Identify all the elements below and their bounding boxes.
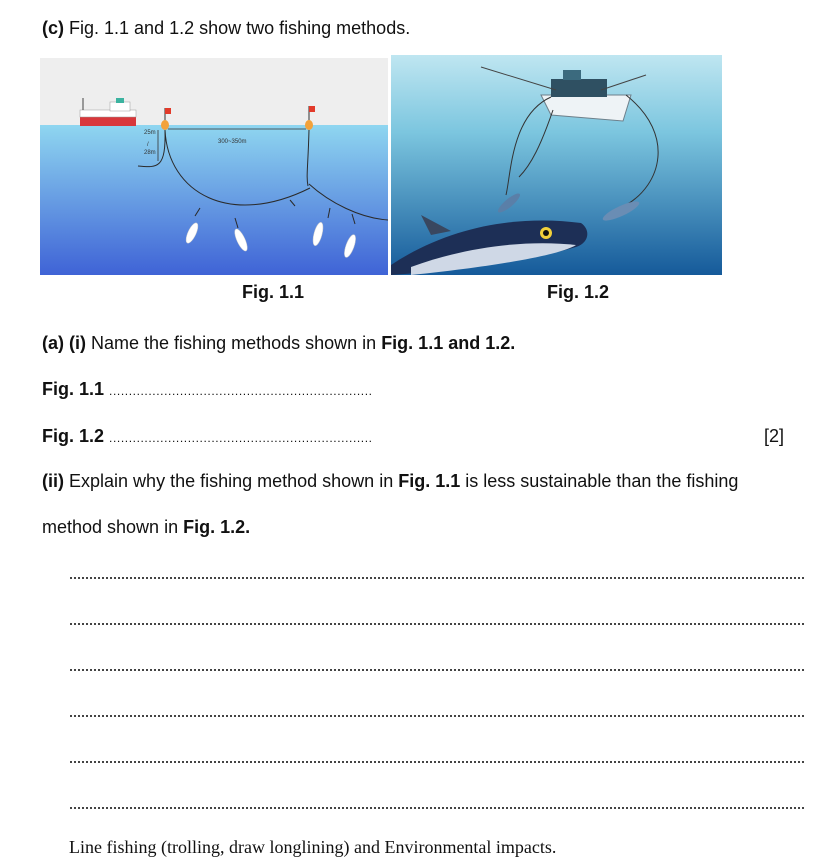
answer-dots-fig-1-1: ................................................................... xyxy=(109,384,373,398)
answer-label-fig-1-2: Fig. 1.2 xyxy=(42,426,105,446)
part-a-ii-bold-1: Fig. 1.1 xyxy=(398,471,461,491)
fig-1-2-caption: Fig. 1.2 xyxy=(547,282,610,302)
part-label: (c) xyxy=(42,18,64,38)
part-a-i-text: Name the fishing methods shown in xyxy=(91,333,377,353)
part-a-ii-text-2: is less sustainable than the fishing xyxy=(465,471,739,491)
question-intro xyxy=(42,18,410,39)
part-a-i-label: (a) (i) xyxy=(42,333,86,353)
part-a-ii-text-1: Explain why the fishing method shown in xyxy=(69,471,394,491)
question-a-i xyxy=(42,333,515,354)
depth-label-top: 25m xyxy=(144,130,156,136)
part-a-i-bold: Fig. 1.1 and 1.2. xyxy=(381,333,516,353)
depth-label-bottom: 28m xyxy=(144,150,156,156)
answer-line[interactable] xyxy=(70,577,804,579)
figure-1-1 xyxy=(40,58,388,275)
fig-1-1-caption: Fig. 1.1 xyxy=(242,282,305,302)
span-label: 300~350m xyxy=(218,139,247,145)
answer-line[interactable] xyxy=(70,761,804,763)
answer-line[interactable] xyxy=(70,807,804,809)
marks: [2] xyxy=(764,426,785,446)
answer-line[interactable] xyxy=(70,715,804,717)
depth-label-sep: / xyxy=(147,142,149,148)
answer-line[interactable] xyxy=(70,669,804,671)
answer-line-fig-1-2[interactable] xyxy=(42,426,373,447)
footer-note: Line fishing (trolling, draw longlining) and Environmental impacts. xyxy=(69,837,557,857)
question-a-ii xyxy=(42,471,738,492)
answer-line-fig-1-1[interactable] xyxy=(42,379,373,400)
gill-net-illustration xyxy=(40,58,388,275)
question-a-ii-line-2 xyxy=(42,517,250,538)
part-a-ii-bold-2: Fig. 1.2. xyxy=(183,517,251,537)
answer-label-fig-1-1: Fig. 1.1 xyxy=(42,379,105,399)
answer-line[interactable] xyxy=(70,623,804,625)
trolling-illustration xyxy=(391,55,722,275)
answer-dots-fig-1-2: ................................................................... xyxy=(109,431,373,445)
intro-text: Fig. 1.1 and 1.2 show two fishing methods. xyxy=(69,18,411,38)
part-a-ii-label: (ii) xyxy=(42,471,64,491)
part-a-ii-text-3: method shown in xyxy=(42,517,179,537)
figure-1-2 xyxy=(391,55,722,275)
